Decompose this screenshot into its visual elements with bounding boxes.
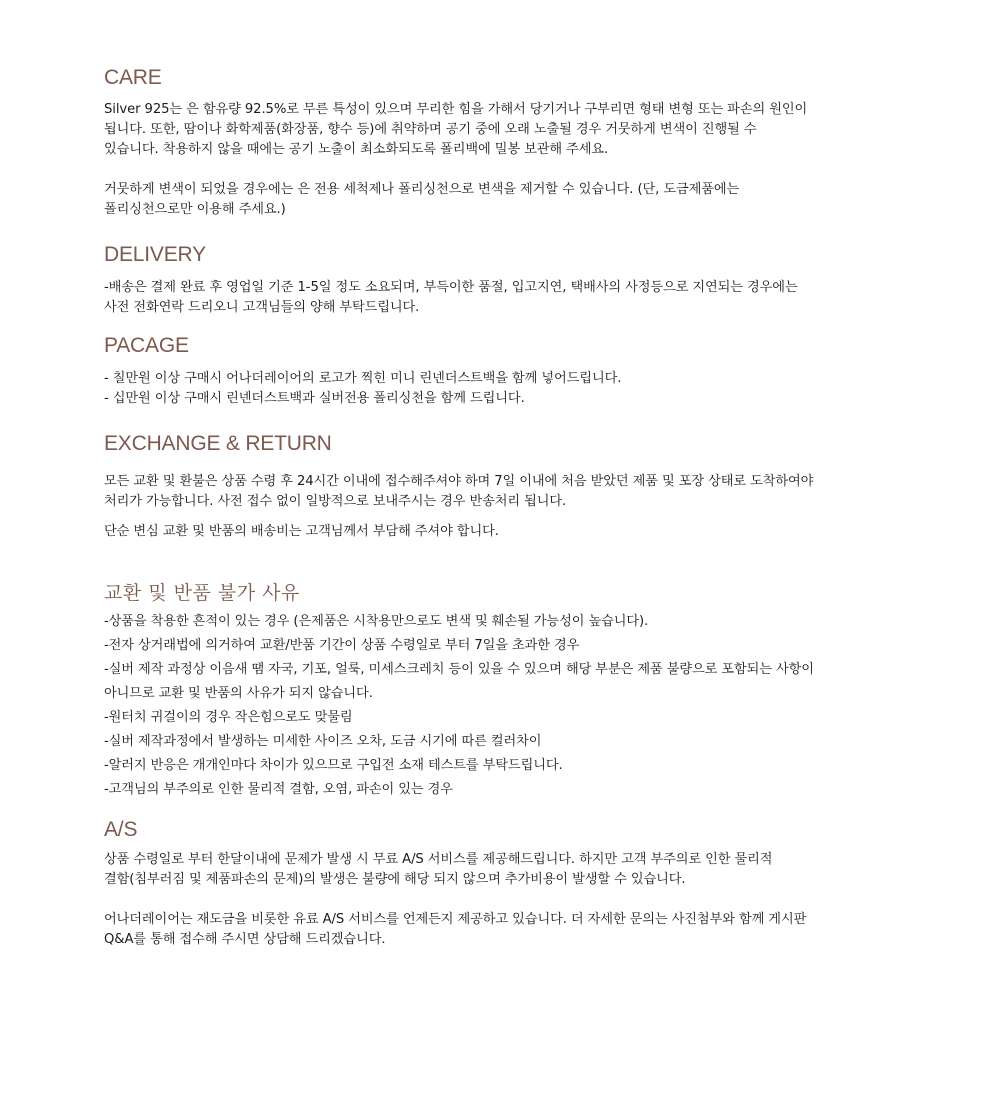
as-text-line: Q&A를 통해 접수해 주시면 상담해 드리겠습니다. [104,932,386,947]
no-return-item: -고객님의 부주의로 인한 물리적 결함, 오염, 파손이 있는 경우 [104,782,453,797]
exchange-text-line: 모든 교환 및 환불은 상품 수령 후 24시간 이내에 접수해주셔야 하며 7일 이내에 처음 받았던 제품 및 포장 상태로 도착하여야 [104,474,814,489]
care-text-line: Silver 925는 은 함유량 92.5%로 무른 특성이 있으며 무리한 힘을 가해서 당기거나 구부리면 형태 변형 또는 파손의 원인이 [104,102,808,117]
care-text-line: 됩니다. 또한, 땀이나 화학제품(화장품, 향수 등)에 취약하며 공기 중에 오래 노출될 경우 거뭇하게 변색이 진행될 수 [104,122,757,137]
pacage-text-line: - 칠만원 이상 구매시 어나더레이어의 로고가 찍힌 미니 린넨더스트백을 함께 넣어드립니다. [104,371,622,386]
pacage-heading: PACAGE [104,334,189,357]
care-text-line: 거뭇하게 변색이 되었을 경우에는 은 전용 세척제나 폴리싱천으로 변색을 제거할 수 있습니다. (단, 도금제품에는 [104,182,740,197]
care-heading: CARE [104,66,162,89]
no-return-item: -상품을 착용한 흔적이 있는 경우 (은제품은 시착용만으로도 변색 및 훼손될 가능성이 높습니다). [104,614,649,629]
exchange-text-line: 처리가 가능합니다. 사전 접수 없이 일방적으로 보내주시는 경우 반송처리 됩니다. [104,494,567,509]
no-return-item: -전자 상거래법에 의거하여 교환/반품 기간이 상품 수령일로 부터 7일을 초과한 경우 [104,638,580,653]
as-heading: A/S [104,818,138,841]
no-return-item: -실버 제작과정에서 발생하는 미세한 사이즈 오차, 도금 시기에 따른 컬러차이 [104,734,542,749]
care-text-line: 폴리싱천으로만 이용해 주세요.) [104,202,286,217]
no-return-item: -알러지 반응은 개개인마다 차이가 있으므로 구입전 소재 테스트를 부탁드립니다. [104,758,563,773]
no-return-item: -원터치 귀걸이의 경우 작은힘으로도 맞물림 [104,710,353,725]
exchange-text-line: 단순 변심 교환 및 반품의 배송비는 고객님께서 부담해 주셔야 합니다. [104,524,499,539]
as-text-line: 어나더레이어는 재도금을 비롯한 유료 A/S 서비스를 언제든지 제공하고 있습니다. 더 자세한 문의는 사진첨부와 함께 게시판 [104,912,807,927]
pacage-text-line: - 십만원 이상 구매시 린넨더스트백과 실버전용 폴리싱천을 함께 드립니다. [104,391,525,406]
as-text-line: 결함(침부러짐 및 제품파손의 문제)의 발생은 불량에 해당 되지 않으며 추가비용이 발생할 수 있습니다. [104,872,686,887]
delivery-text-line: -배송은 결제 완료 후 영업일 기준 1-5일 정도 소요되며, 부득이한 품절, 입고지연, 택배사의 사정등으로 지연되는 경우에는 [104,280,798,295]
no-return-item: -실버 제작 과정상 이음새 땜 자국, 기포, 얼룩, 미세스크레치 등이 있을 수 있으며 해당 부분은 제품 불량으로 포함되는 사항이 [104,662,814,677]
as-text-line: 상품 수령일로 부터 한달이내에 문제가 발생 시 무료 A/S 서비스를 제공해드립니다. 하지만 고객 부주의로 인한 물리적 [104,852,773,867]
no-return-item: 아니므로 교환 및 반품의 사유가 되지 않습니다. [104,686,373,701]
care-text-line: 있습니다. 착용하지 않을 때에는 공기 노출이 최소화되도록 폴리백에 밀봉 보관해 주세요. [104,142,609,157]
delivery-text-line: 사전 전화연락 드리오니 고객님들의 양해 부탁드립니다. [104,300,420,315]
no-return-heading: 교환 및 반품 불가 사유 [104,582,300,604]
delivery-heading: DELIVERY [104,243,206,266]
exchange-return-heading: EXCHANGE & RETURN [104,432,332,455]
